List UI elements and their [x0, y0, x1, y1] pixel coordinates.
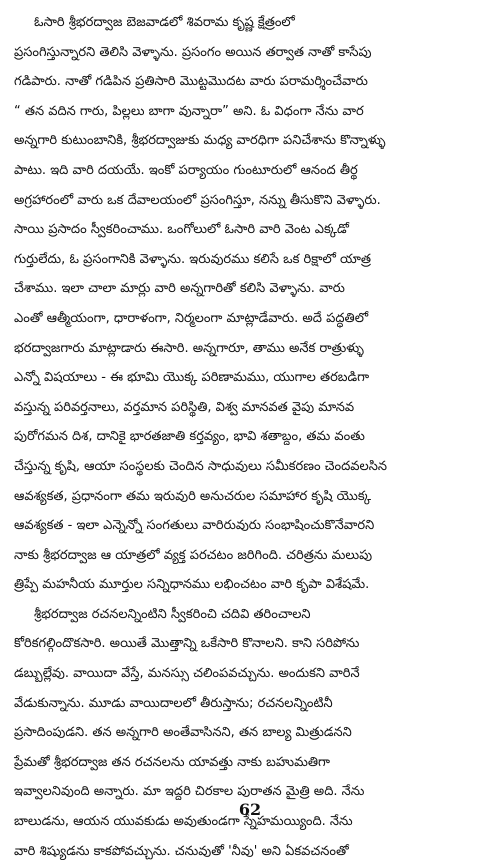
- page-number: 62: [238, 800, 262, 819]
- text-line: వారి శిష్యుడను కాకపోవచ్చును. చనువుతో 'నీవు' అని ఏకవచనంతో: [14, 843, 349, 859]
- text-line: గుర్తులేదు, ఓ ప్రసంగానికి వెళ్ళాను. ఇరువురము కలిసే ఒక రిక్షాలో యాత్ర: [14, 251, 372, 267]
- text-line: ప్రసంగిస్తున్నారని తెలిసి వెళ్ళాను. ప్రసంగం అయిన తర్వాత నాతో కాసేపు: [14, 44, 372, 60]
- text-line: వేడుకున్నాను. మూడు వాయిదాలలో తీరుస్తాను; రచనలన్నింటినీ: [14, 695, 333, 711]
- text-line: నాకు శ్రీభరద్వాజ ఆ యాత్రలో వ్యక్త పరచటం జరిగింది. చరిత్రను మలుపు: [14, 547, 373, 563]
- text-line: ఆవశ్యకత - ఇలా ఎన్నెన్నో సంగతులు వారిరువురు సంభాషించుకొనేవారని: [14, 518, 375, 534]
- text-line: ప్రసాదింపుడని. తన అన్నగారి అంతేవాసినని, తన బాల్య మిత్రుడనని: [14, 725, 352, 741]
- text-line: చేశాము. ఇలా చాలా మార్లు వారి అన్నగారితో కలిసి వెళ్ళాను. వారు: [14, 281, 345, 297]
- text-line: ఓసారి శ్రీభరద్వాజ బెజవాడలో శివరామ కృష్ణ క్షేత్రంలో: [34, 15, 295, 30]
- text-line: డబ్బుల్లేవు. వాయిదా వేస్తే, మనస్సు చలింపవచ్చును. అందుకని వారినే: [14, 666, 360, 682]
- text-line: ప్రేమతో శ్రీభరద్వాజ తన రచనలను యావత్తు నాకు బహుమతిగా: [14, 754, 330, 770]
- text-line: చేస్తున్న కృషి, ఆయా సంస్థలకు చెందిన సాధువులు సమీకరణం చెందవలసిన: [14, 458, 388, 474]
- text-line: పాటు. ఇది వారి దయయే. ఇంకో పర్యాయం గుంటూరులో ఆనంద తీర్థ: [14, 162, 358, 178]
- text-line: పురోగమన దిశ, దానికై భారతజాతి కర్తవ్యం, భావి శతాబ్దం, తమ వంతు: [14, 429, 365, 445]
- text-line: సాయి ప్రసాదం స్వీకరించాము. ఒంగోలులో ఓసారి వారి వెంట ఎక్కడో: [14, 222, 349, 238]
- text-line: ఇవ్వాలనివుంది అన్నారు. మా ఇద్దరి చిరకాల పురాతన మైత్రి అది. నేను: [14, 784, 365, 800]
- text-line: త్రిప్పే మహనీయ మూర్తుల సన్నిధానము లభించటం వారి కృపా విశేషమే.: [14, 577, 370, 593]
- body-text: [14, 8, 490, 866]
- text-line: “ తన వదిన గారు, పిల్లలు బాగా వున్నారా” అని. ఓ విధంగా నేను వార: [14, 103, 364, 119]
- text-line: బాలుడను, ఆయన యువకుడు అవుతుండగా స్నేహమయ్యింది. నేను: [14, 814, 353, 830]
- text-line: ఆవశ్యకత, ప్రధానంగా తమ ఇరువురి అనుచరుల సమాహార కృషి యొక్క: [14, 488, 371, 504]
- text-line: అగ్రహారంలో వారు ఒక దేవాలయంలో ప్రసంగిస్తూ, నన్ను తీసుకొని వెళ్ళారు.: [14, 192, 381, 208]
- text-line: ఎంతో ఆత్మీయంగా, ధారాళంగా, నిర్మలంగా మాట్లాడేవారు. అదే పద్ధతిలో: [14, 310, 369, 326]
- text-line: గడిపారు. నాతో గడిపిన ప్రతిసారి మొట్టమొదట వారు పరామర్శించేవారు: [14, 74, 368, 90]
- text-line: ఎన్నో విషయాలు - ఈ భూమి యొక్క పరిణామము, యుగాల తరబడిగా: [14, 370, 370, 386]
- text-line: భరద్వాజగారు మాట్లాడారు ఈసారి. అన్నగారూ, తాము అనేక రాత్రుళ్ళు: [14, 340, 364, 356]
- text-line: అన్నగారి కుటుంబానికి, శ్రీభరద్వాజుకు మధ్య వారధిగా పనిచేశాను కొన్నాళ్ళు: [14, 133, 386, 149]
- text-line: కోరికగల్గిందొకసారి. అయితే మొత్తాన్ని ఒకేసారి కొనాలని. కాని సరిపోను: [14, 636, 360, 652]
- text-line: శ్రీభరద్వాజ రచనలన్నింటిని స్వీకరించి చదివి తరించాలని: [34, 606, 311, 622]
- text-line: వస్తున్న పరివర్తనాలు, వర్తమాన పరిస్థితి, విశ్వ మానవత వైపు మానవ: [14, 399, 355, 415]
